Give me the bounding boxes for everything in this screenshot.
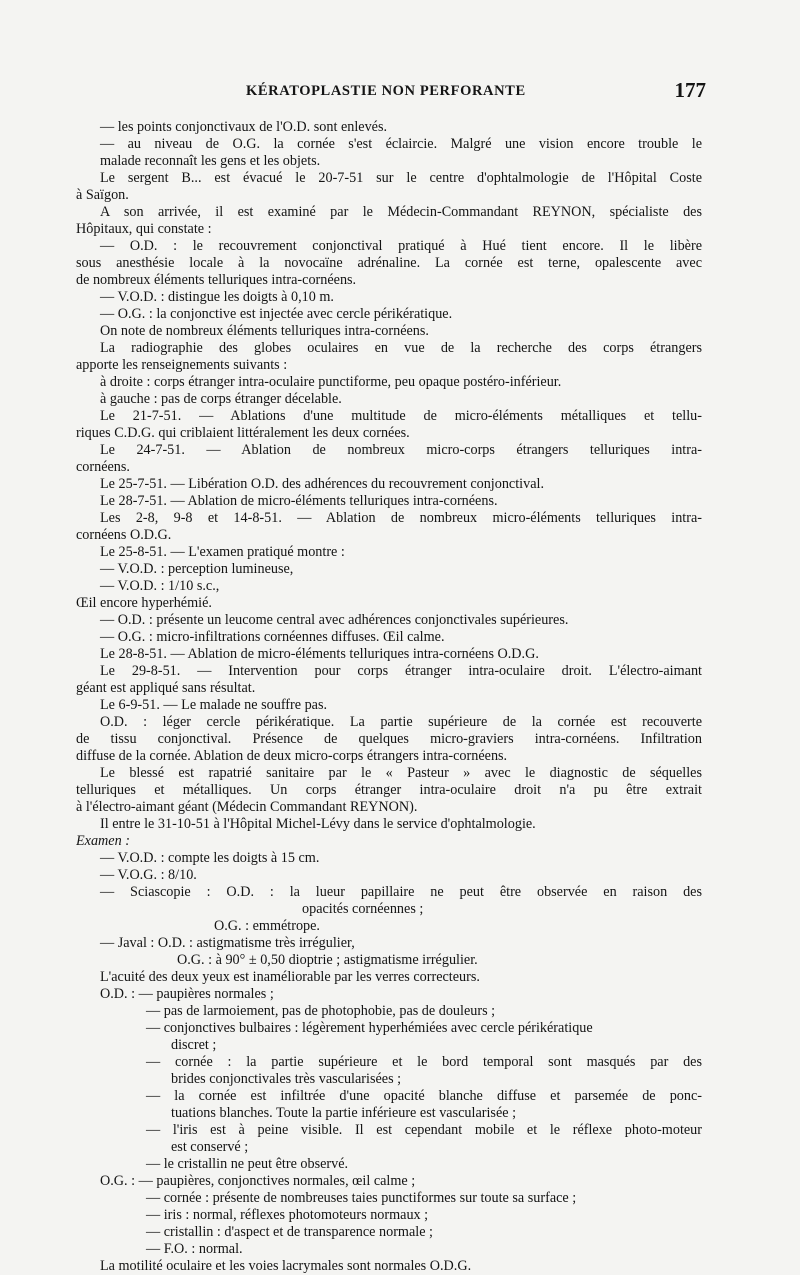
text-line: — O.D. : le recouvrement conjonctival pratiqué à Hué tient encore. Il le libère [100, 238, 702, 254]
text-line: O.G. : — paupières, conjonctives normales, œil calme ; [100, 1173, 416, 1189]
text-line: O.D. : léger cercle périkératique. La partie supérieure de la cornée est recouverte [100, 714, 702, 730]
text-line: Examen : [76, 833, 130, 849]
text-line: — V.O.G. : 8/10. [100, 867, 197, 883]
text-line: Les 2-8, 9-8 et 14-8-51. — Ablation de nombreux micro-éléments telluriques intra- [100, 510, 702, 526]
page-number: 177 [674, 78, 706, 102]
text-line: — O.D. : présente un leucome central avec adhérences conjonctivales supérieures. [100, 612, 569, 628]
running-title: KÉRATOPLASTIE NON PERFORANTE [246, 83, 526, 99]
text-line: apporte les renseignements suivants : [76, 357, 288, 373]
text-line: à gauche : pas de corps étranger décelable. [100, 391, 342, 407]
text-line: — F.O. : normal. [146, 1241, 243, 1257]
running-header [246, 80, 706, 104]
text-line: Le blessé est rapatrié sanitaire par le « Pasteur » avec le diagnostic de séquelles [100, 765, 702, 781]
text-line: A son arrivée, il est examiné par le Médecin-Commandant REYNON, spécialiste des [100, 204, 702, 220]
text-line: cornéens O.D.G. [76, 527, 172, 543]
text-line: à droite : corps étranger intra-oculaire punctiforme, peu opaque postéro-inférieur. [100, 374, 562, 390]
text-line: — V.O.D. : distingue les doigts à 0,10 m. [100, 289, 334, 305]
text-line: Il entre le 31-10-51 à l'Hôpital Michel-Lévy dans le service d'ophtalmologie. [100, 816, 536, 832]
text-line: La radiographie des globes oculaires en vue de la recherche des corps étrangers [100, 340, 702, 356]
text-line: Le 28-8-51. — Ablation de micro-éléments telluriques intra-cornéens O.D.G. [100, 646, 539, 662]
text-line: est conservé ; [171, 1139, 249, 1155]
text-line: — O.G. : la conjonctive est injectée avec cercle périkératique. [100, 306, 453, 322]
text-line: de nombreux éléments telluriques intra-cornéens. [76, 272, 357, 288]
text-line: — V.O.D. : compte les doigts à 15 cm. [100, 850, 320, 866]
text-line: à Saïgon. [76, 187, 129, 203]
text-line: malade reconnaît les gens et les objets. [100, 153, 321, 169]
text-line: On note de nombreux éléments telluriques intra-cornéens. [100, 323, 429, 339]
text-line: telluriques et métalliques. Un corps étranger intra-oculaire droit n'a pu être extrait [76, 782, 702, 798]
text-line: — cornée : présente de nombreuses taies punctiformes sur toute sa surface ; [146, 1190, 577, 1206]
text-line: — Javal : O.D. : astigmatisme très irrégulier, [100, 935, 355, 951]
text-line: — le cristallin ne peut être observé. [146, 1156, 349, 1172]
text-line: Le 25-7-51. — Libération O.D. des adhérences du recouvrement conjonctival. [100, 476, 544, 492]
text-line: — au niveau de O.G. la cornée s'est éclaircie. Malgré une vision encore trouble le [100, 136, 702, 152]
text-line: — V.O.D. : perception lumineuse, [100, 561, 294, 577]
text-line: sous anesthésie locale à la novocaïne adrénaline. La cornée est terne, opalescente avec [76, 255, 702, 271]
text-line: cornéens. [76, 459, 130, 475]
text-line: — iris : normal, réflexes photomoteurs normaux ; [146, 1207, 429, 1223]
text-line: — l'iris est à peine visible. Il est cependant mobile et le réflexe photo-moteur [146, 1122, 702, 1138]
text-line: à l'électro-aimant géant (Médecin Commandant REYNON). [76, 799, 418, 815]
body-text [76, 119, 702, 1275]
text-line: de tissu conjonctival. Présence de quelques micro-graviers intra-cornéens. Infiltration [76, 731, 702, 747]
text-line: Hôpitaux, qui constate : [76, 221, 212, 237]
text-line: Le 21-7-51. — Ablations d'une multitude de micro-éléments métalliques et tellu- [100, 408, 702, 424]
text-line: O.D. : — paupières normales ; [100, 986, 274, 1002]
text-line: Œil encore hyperhémié. [76, 595, 212, 611]
text-line: diffuse de la cornée. Ablation de deux micro-corps étrangers intra-cornéens. [76, 748, 508, 764]
text-line: brides conjonctivales très vascularisées ; [171, 1071, 402, 1087]
text-line: O.G. : à 90° ± 0,50 dioptrie ; astigmatisme irrégulier. [177, 952, 478, 968]
text-line: Le sergent B... est évacué le 20-7-51 sur le centre d'ophtalmologie de l'Hôpital Coste [100, 170, 702, 186]
text-line: La motilité oculaire et les voies lacrymales sont normales O.D.G. [100, 1258, 472, 1274]
text-line: — cristallin : d'aspect et de transparence normale ; [146, 1224, 433, 1240]
text-line: — pas de larmoiement, pas de photophobie, pas de douleurs ; [146, 1003, 496, 1019]
text-line: — O.G. : micro-infiltrations cornéennes diffuses. Œil calme. [100, 629, 445, 645]
text-line: Le 28-7-51. — Ablation de micro-éléments telluriques intra-cornéens. [100, 493, 498, 509]
text-line: Le 29-8-51. — Intervention pour corps étranger intra-oculaire droit. L'électro-aimant [100, 663, 702, 679]
text-line: L'acuité des deux yeux est inaméliorable par les verres correcteurs. [100, 969, 480, 985]
text-line: géant est appliqué sans résultat. [76, 680, 256, 696]
text-line: Le 24-7-51. — Ablation de nombreux micro-corps étrangers telluriques intra- [100, 442, 702, 458]
text-line: — Sciascopie : O.D. : la lueur papillaire ne peut être observée en raison des [100, 884, 702, 900]
text-line: opacités cornéennes ; [302, 901, 424, 917]
text-line: — conjonctives bulbaires : légèrement hyperhémiées avec cercle périkératique [146, 1020, 593, 1036]
text-line: Le 6-9-51. — Le malade ne souffre pas. [100, 697, 328, 713]
text-line: riques C.D.G. qui criblaient littéralement les deux cornées. [76, 425, 410, 441]
text-line: Le 25-8-51. — L'examen pratiqué montre : [100, 544, 345, 560]
text-line: discret ; [171, 1037, 217, 1053]
text-line: O.G. : emmétrope. [214, 918, 320, 934]
text-line: — cornée : la partie supérieure et le bord temporal sont masqués par des [146, 1054, 702, 1070]
text-line: tuations blanches. Toute la partie inférieure est vascularisée ; [171, 1105, 517, 1121]
text-line: — la cornée est infiltrée d'une opacité blanche diffuse et parsemée de ponc- [146, 1088, 702, 1104]
text-line: — les points conjonctivaux de l'O.D. sont enlevés. [100, 119, 388, 135]
text-line: — V.O.D. : 1/10 s.c., [100, 578, 220, 594]
